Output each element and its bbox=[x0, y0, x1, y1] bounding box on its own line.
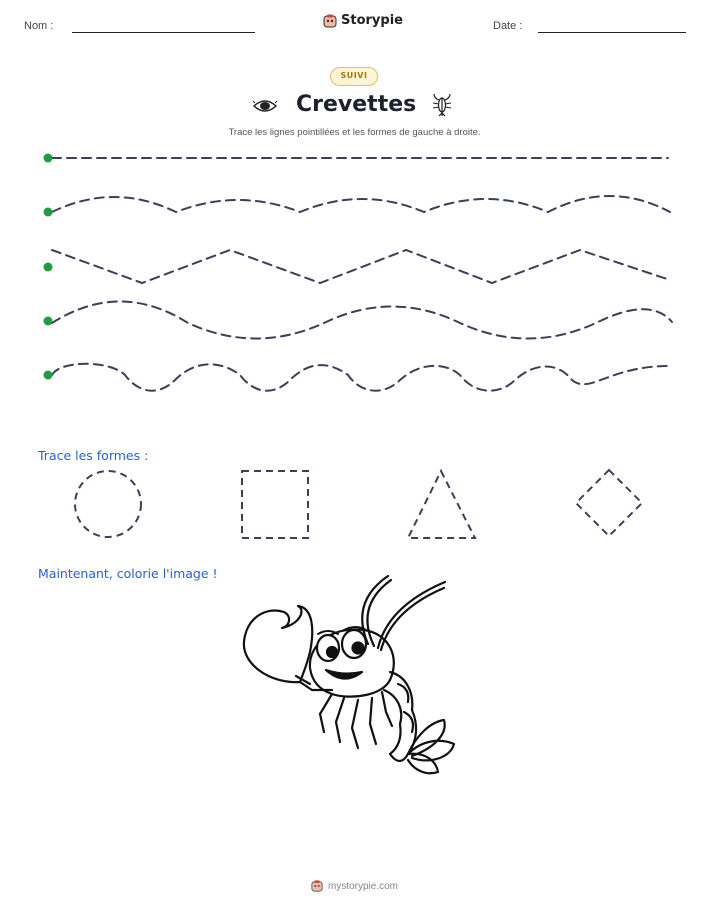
trace-shape-diamond bbox=[576, 470, 642, 536]
brand-name: Storypie bbox=[341, 13, 403, 28]
date-label: Date : bbox=[493, 20, 523, 32]
shapes-section-label: Trace les formes : bbox=[38, 448, 149, 463]
date-line bbox=[538, 32, 686, 33]
trace-shape-square bbox=[242, 471, 308, 538]
trace-line-rounded-wave bbox=[52, 364, 672, 391]
level-badge: SUIVI bbox=[330, 67, 378, 86]
eye-icon bbox=[252, 98, 278, 114]
name-label: Nom : bbox=[24, 20, 54, 32]
coloring-section-label: Maintenant, colorie l'image ! bbox=[38, 566, 218, 581]
footer bbox=[0, 880, 709, 892]
storypie-logo-icon bbox=[323, 14, 337, 28]
shrimp-coloring-illustration bbox=[240, 572, 470, 792]
footer-website[interactable]: mystorypie.com bbox=[327, 880, 398, 892]
storypie-logo-icon bbox=[311, 880, 323, 892]
trace-shape-circle bbox=[75, 471, 141, 537]
start-dot-3 bbox=[44, 263, 53, 272]
start-dot-5 bbox=[44, 371, 53, 380]
trace-line-large-wave bbox=[52, 302, 672, 339]
brand bbox=[323, 13, 403, 28]
name-line bbox=[72, 32, 255, 33]
start-dot-1 bbox=[44, 154, 53, 163]
start-dot-4 bbox=[44, 317, 53, 326]
tracing-lines bbox=[0, 140, 709, 400]
lobster-icon bbox=[431, 92, 453, 118]
trace-line-zigzag bbox=[52, 250, 670, 283]
trace-line-gentle-wave bbox=[52, 196, 670, 212]
start-dot-2 bbox=[44, 208, 53, 217]
tracing-shapes bbox=[0, 466, 709, 546]
trace-shape-triangle bbox=[408, 471, 475, 538]
page-title: Crevettes bbox=[296, 92, 417, 117]
instruction-text: Trace les lignes pointillées et les formes de gauche à droite. bbox=[228, 127, 481, 138]
